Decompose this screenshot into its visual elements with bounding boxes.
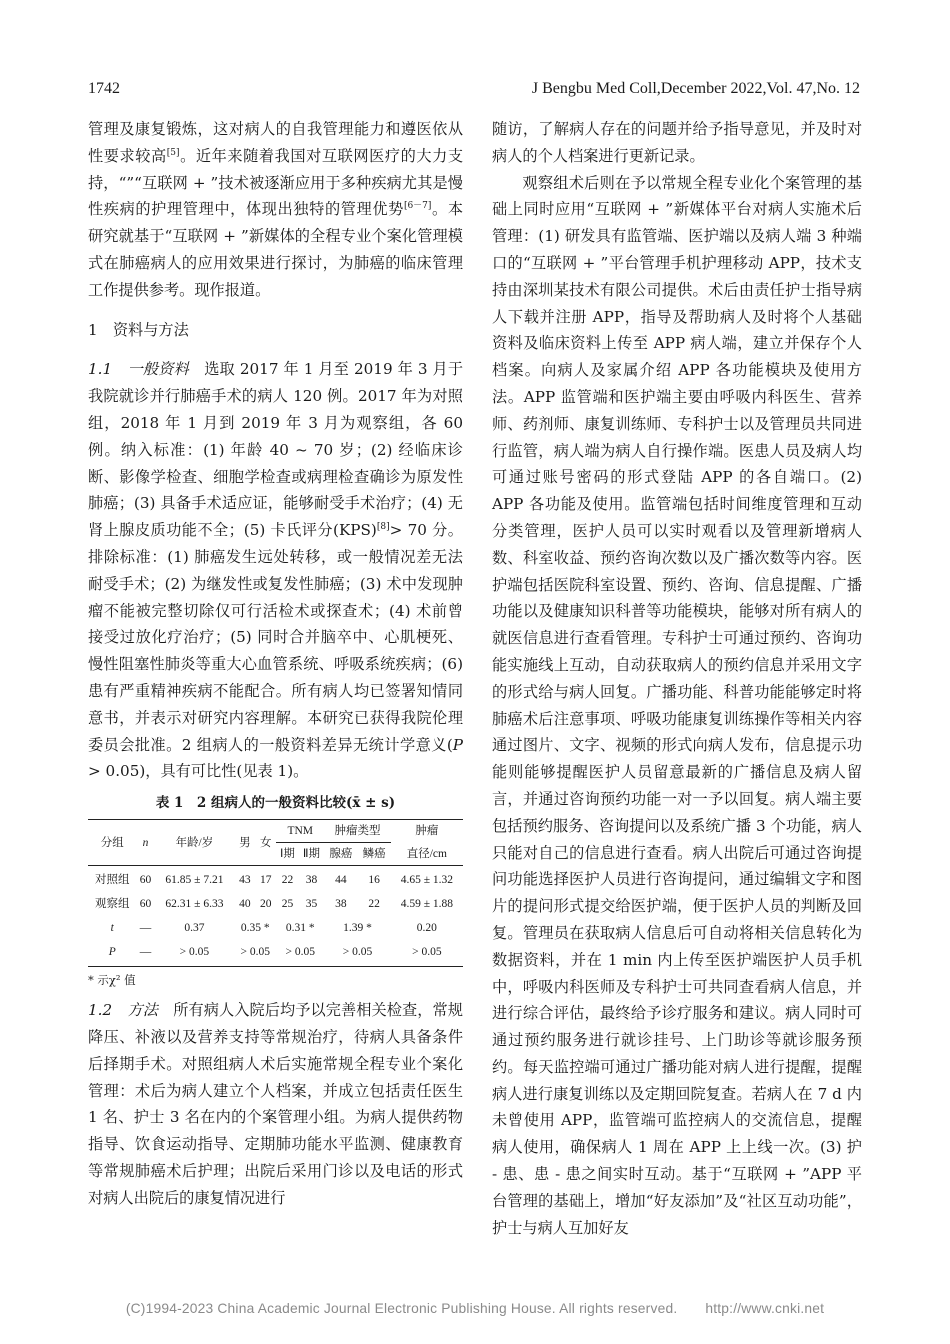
citation[interactable]: [6－7] xyxy=(403,201,432,212)
col-adeno: 腺癌 xyxy=(324,843,357,866)
col-type: 肿瘤类型 xyxy=(324,820,391,843)
citation[interactable]: [8] xyxy=(376,522,390,533)
page-number: 1742 xyxy=(88,80,120,97)
body-paragraph: 观察组术后则在予以常规全程专业化个案管理的基础上同时应用“互联网 + ”新媒体平台对病人实施术后管理：(1) 研发具有监管端、医护端以及病人端 3 种端口的“互联网 + ”平台管理手机护理移动 APP，技术支持由深圳某技术有限公司提供。术后由责任护士指导病人下载并注册 APP，指导及帮助病人及时将个人基础资料及临床资料上传至 APP 病人端，建立并保存个人档案。向病人及家属介绍 APP 各功能模块及使用方法。APP 监管端和医护端主要由呼吸内科医生、营养师、药剂师、康复训练师、专科护士以及管理员共同进行监管，病人端为病人自行操作端。医患人员及病人均可通过账号密码的形式登陆 APP 的各自端口。(2) APP 各功能及使用。监管端包括时间维度管理和互动分类管理，医护人员可以实时观看以及管理新增病人数、科室收益、预约咨询次数以及广播次数等内容。医护端包括医院科室设置、预约、咨询、信息提醒、广播功能以及健康知识科普等功能模块，能够对所有病人的就医信息进行查看管理。专科护士可通过预约、咨询功能实施线上互动，自动获取病人的预约信息并采用文字的形式给与病人回复。广播功能、科普功能能够定时将肺癌术后注意事项、呼吸功能康复训练操作等相关内容通过图片、文字、视频的形式向病人发布，信息提示功能则能够提醒医护人员留意最新的广播信息及病人留言，并通过咨询预约功能一对一予以回复。病人端主要包括预约服务、咨询提问以及系统广播 3 个功能，病人只能对自己的信息进行查看。病人出院后可通过咨询提问功能选择医护人员进行咨询提问，通过编辑文字和图片的提问形式提交给医护端，便于医护人员的判断及回复。管理员在获取病人信息后可自动将相关信息转化为数据资料，并在 1 min 内上传至医护端医护人员手机中，呼吸内科医师及专科护士可共同查看病人信息，并进行综合评估，最终给予诊疗服务和建议。病人同时可通过预约服务进行就诊挂号、上门助诊等就诊服务预约。每天监控端可通过广播功能对病人进行提醒，提醒病人进行康复训练以及定期回院复查。若病人在 7 d 内未曾使用 APP，监管端可监控病人的交流信息，提醒病人使用，确保病人 1 周在 APP 上上线一次。(3) 护 - 患、患 - 患之间实时互动。基于“互联网 + ”APP 平台管理的基础上，增加“好友添加”及“社区互动功能”，护士与病人互加好友 xyxy=(492,173,862,1237)
copyright-footer: (C)1994-2023 China Academic Journal Electronic Publishing House. All rights reserved. http://www.cnki.net xyxy=(125,1301,825,1316)
journal-header: J Bengbu Med Coll,December 2022,Vol. 47,No. 12 xyxy=(531,80,860,97)
section-1-1-paragraph: 1.1 一般资料 选取 2017 年 1 月至 2019 年 3 月于我院就诊并行肺癌手术的病人 120 例。2017 年为对照组，2018 年 1 月到 2019 年 3 月为观察组，各 60 例。纳入标准：(1) 年龄 40 ~ 70 岁；(2) 经临床诊断、影像学检查、细胞学检查或病理检查确诊为原发性肺癌；(3) 具备手术适应证，能够耐受手术治疗；(4) 无肾上腺皮质功能不全；(5) 卡氏评分(KPS)[8]> 70 分。排除标准：(1) 肺癌发生远处转移，或一般情况差无法耐受手术；(2) 为继发性或复发性肺癌；(3) 术中发现肿瘤不能被完整切除仅可行活检术或探查术；(4) 术前曾接受过放化疗治疗；(5) 同时合并脑卒中、心肌梗死、慢性阻塞性肺炎等重大心血管系统、呼吸系统疾病；(6) 患有严重精神疾病不能配合。所有病人均已签署知情同意书，并表示对研究内容理解。本研究已获得我院伦理委员会批准。2 组病人的一般资料差异无统计学意义(P > 0.05)，具有可比性(见表 1)。 xyxy=(88,360,464,781)
col-age: 年龄/岁 xyxy=(154,820,234,866)
col-tnm1: Ⅰ期 xyxy=(276,843,298,866)
table-1 xyxy=(88,819,463,967)
table-row: P — > 0.05 > 0.05 > 0.05 > 0.05 > 0.05 xyxy=(88,940,463,967)
table-row: 观察组 60 62.31 ± 6.33 40 20 25 35 38 22 4.59 ± 1.88 xyxy=(95,898,453,911)
table-note: * 示χ² 值 xyxy=(88,973,136,988)
col-squam: 鳞癌 xyxy=(357,843,390,866)
table-row: 对照组 60 61.85 ± 7.21 43 17 22 38 44 16 4.65 ± 1.32 xyxy=(95,874,453,887)
subsection-label: 1.1 一般资料 xyxy=(88,360,189,379)
col-female: 女 xyxy=(255,820,276,866)
col-group: 分组 xyxy=(88,820,137,866)
col-size: 肿瘤 xyxy=(391,820,463,843)
section-heading: 1 资料与方法 xyxy=(88,320,189,339)
col-male: 男 xyxy=(234,820,255,866)
table-title: 表 1 2 组病人的一般资料比较(x̄ ± s) xyxy=(155,795,396,812)
section-1-2-paragraph: 1.2 方法 所有病人入院后均予以完善相关检查，常规降压、补液以及营养支持等常规治疗，待病人具备条件后择期手术。对照组病人术后实施常规全程专业个案化管理：术后为病人建立个人档案，并成立包括责任医生 1 名、护士 3 名在内的个案管理小组。为病人提供药物指导、饮食运动指导、定期肺功能水平监测、健康教育等常规肺癌术后护理；出院后采用门诊以及电话的形式对病人出院后的康复情况进行 xyxy=(88,1001,463,1207)
table-row: t — 0.37 0.35 * 0.31 * 1.39 * 0.20 xyxy=(110,922,437,935)
body-paragraph: 随访，了解病人存在的问题并给予指导意见，并及时对病人的个人档案进行更新记录。 xyxy=(492,120,862,165)
col-tnm2: Ⅱ期 xyxy=(299,843,324,866)
citation[interactable]: [5] xyxy=(166,147,180,158)
col-size-unit: 直径/cm xyxy=(391,843,463,866)
left-column xyxy=(88,116,463,1212)
subsection-label: 1.2 方法 xyxy=(88,1001,158,1020)
col-tnm: TNM xyxy=(276,820,324,843)
col-n: n xyxy=(137,820,155,866)
intro-paragraph: 管理及康复锻炼，这对病人的自我管理能力和遵医依从性要求较高[5]。近年来随着我国对互联网医疗的大力支持，“”“互联网 + ”技术被逐渐应用于多种疾病尤其是慢性疾病的护理管理中，体现出独特的管理优势[6－7]。本研究就基于“互联网 + ”新媒体的全程专业个案化管理模式在肺癌病人的应用效果进行探讨，为肺癌的临床管理工作提供参考。现作报道。 xyxy=(88,120,464,299)
right-column xyxy=(492,116,862,1241)
